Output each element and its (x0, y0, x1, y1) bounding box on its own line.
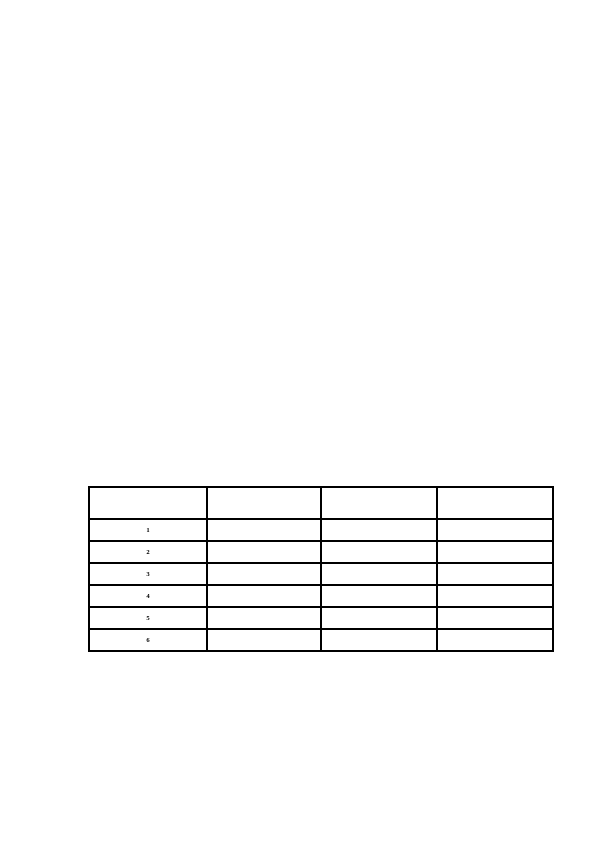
table-cell (207, 629, 321, 651)
table-header-cell (321, 487, 437, 519)
table-cell: 3 (89, 563, 207, 585)
table-cell (437, 607, 553, 629)
table-header-cell (207, 487, 321, 519)
table-row (89, 563, 553, 585)
table-cell (207, 585, 321, 607)
table-cell (207, 607, 321, 629)
table-cell (437, 519, 553, 541)
table-row (89, 541, 553, 563)
table-row (89, 607, 553, 629)
table-cell (437, 629, 553, 651)
table-header-cell (89, 487, 207, 519)
table-row (89, 629, 553, 651)
data-table (88, 486, 554, 652)
table-cell (207, 519, 321, 541)
table-cell (207, 563, 321, 585)
table-header-cell (437, 487, 553, 519)
table-cell: 4 (89, 585, 207, 607)
table-cell: 6 (89, 629, 207, 651)
table-cell (437, 585, 553, 607)
table-cell: 1 (89, 519, 207, 541)
table-row (89, 585, 553, 607)
table-cell (321, 519, 437, 541)
table-cell (321, 629, 437, 651)
table-cell: 2 (89, 541, 207, 563)
table-cell (437, 563, 553, 585)
table-cell (321, 563, 437, 585)
table-cell (207, 541, 321, 563)
table-cell: 5 (89, 607, 207, 629)
table-header-row (89, 487, 553, 519)
table-cell (321, 541, 437, 563)
table-cell (321, 607, 437, 629)
table-row (89, 519, 553, 541)
table-cell (437, 541, 553, 563)
table-cell (321, 585, 437, 607)
